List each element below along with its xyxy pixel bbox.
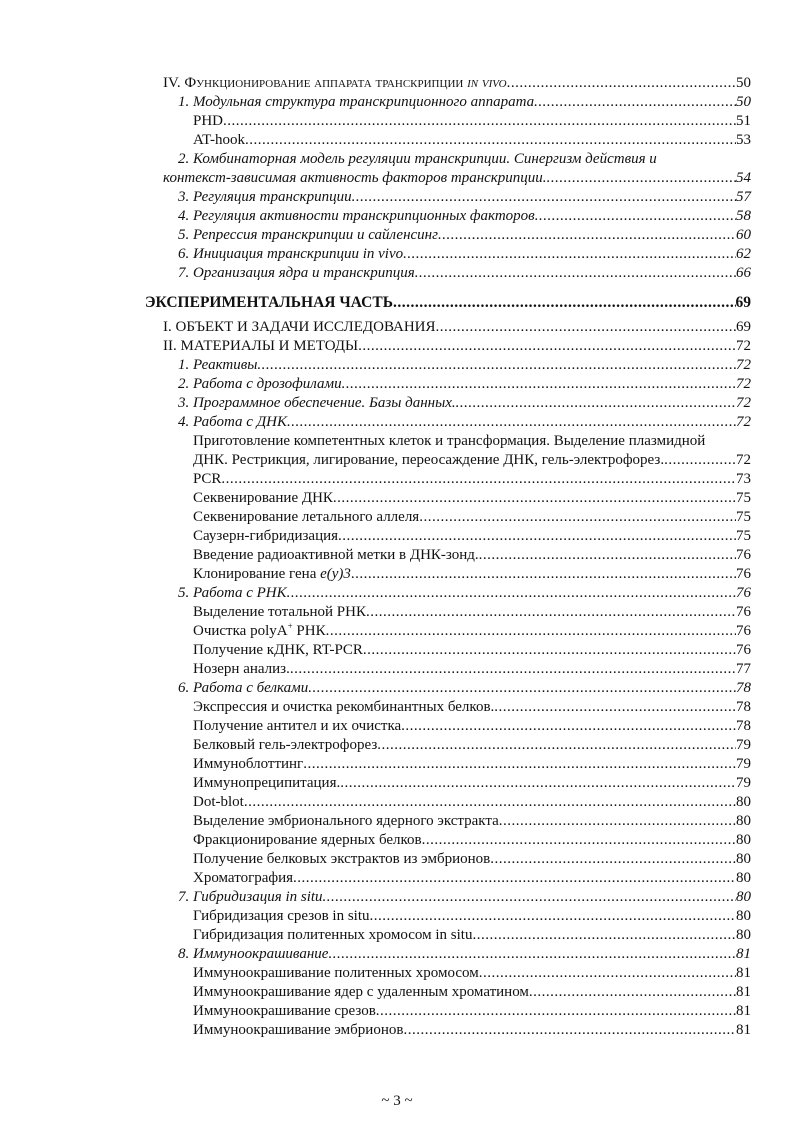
toc-entry bbox=[0, 1021, 794, 1040]
dot-leader bbox=[221, 470, 736, 489]
toc-page-number: 79 bbox=[736, 737, 751, 753]
toc-entry bbox=[0, 717, 794, 736]
toc-entry-label: Нозерн анализ. bbox=[193, 661, 290, 677]
toc-page-number: 62 bbox=[736, 246, 751, 262]
toc-page-number: 79 bbox=[736, 756, 751, 772]
toc-entry bbox=[0, 679, 794, 698]
toc-page-number: 66 bbox=[736, 265, 751, 281]
toc-entry-line1: Приготовление компетентных клеток и трансформация. Выделение плазмидной bbox=[193, 433, 706, 449]
dot-leader bbox=[393, 293, 736, 312]
toc-entry bbox=[0, 93, 794, 112]
toc-entry bbox=[0, 603, 794, 622]
toc-page-number: 76 bbox=[736, 604, 751, 620]
toc-page-number: 75 bbox=[736, 528, 751, 544]
dot-leader bbox=[363, 641, 736, 660]
toc-entry-label: Получение белковых экстрактов из эмбрионов bbox=[193, 851, 491, 867]
toc-page-number: 81 bbox=[736, 1003, 751, 1019]
dot-leader bbox=[328, 945, 736, 964]
toc-page-number: 81 bbox=[736, 946, 751, 962]
toc-page-number: 69 bbox=[736, 319, 751, 335]
dot-leader bbox=[403, 1021, 736, 1040]
dot-leader bbox=[333, 489, 736, 508]
toc-entry bbox=[0, 793, 794, 812]
toc-entry-label: Иммуноокрашивание срезов bbox=[193, 1003, 376, 1019]
toc-page-number: 75 bbox=[736, 490, 751, 506]
toc-entry bbox=[0, 394, 794, 413]
toc-page-number: 76 bbox=[736, 566, 751, 582]
toc-entry bbox=[0, 850, 794, 869]
toc-entry bbox=[0, 831, 794, 850]
toc-entry-label: AT-hook bbox=[193, 132, 245, 148]
toc-entry-label: I. ОБЪЕКТ И ЗАДАЧИ ИССЛЕДОВАНИЯ bbox=[163, 319, 436, 335]
dot-leader bbox=[456, 394, 736, 413]
dot-leader bbox=[499, 812, 736, 831]
toc-page-number: 79 bbox=[736, 775, 751, 791]
toc-page-number: 80 bbox=[736, 908, 751, 924]
toc-chapter-4 bbox=[0, 74, 794, 93]
dot-leader bbox=[245, 131, 736, 150]
dot-leader bbox=[436, 318, 736, 337]
toc-entry-label: Очистка polyA bbox=[193, 623, 288, 639]
dot-leader bbox=[535, 207, 736, 226]
dot-leader bbox=[419, 508, 736, 527]
toc-page-number: 54 bbox=[736, 170, 751, 186]
dot-leader bbox=[494, 698, 736, 717]
toc-entry-label: Экспрессия и очистка рекомбинантных белков. bbox=[193, 699, 495, 715]
toc-entry bbox=[0, 565, 794, 584]
dot-leader bbox=[507, 74, 736, 93]
dot-leader bbox=[308, 679, 736, 698]
spacer bbox=[0, 283, 794, 293]
toc-entry bbox=[0, 755, 794, 774]
toc-entry bbox=[0, 470, 794, 489]
toc-entry-label: Гибридизация срезов in situ bbox=[193, 908, 370, 924]
toc-entry-label: 5. Репрессия транскрипции и сайленсинг bbox=[178, 227, 438, 243]
dot-leader bbox=[422, 831, 736, 850]
toc-entry bbox=[0, 869, 794, 888]
toc-entry bbox=[0, 622, 794, 641]
toc-entry-label: Получение антител и их очистка bbox=[193, 718, 402, 734]
toc-entry bbox=[0, 527, 794, 546]
toc-entry-label: Выделение тотальной РНК bbox=[193, 604, 366, 620]
toc-entry bbox=[0, 112, 794, 131]
dot-leader bbox=[370, 907, 737, 926]
toc-entry-label: ЭКСПЕРИМЕНТАЛЬНАЯ ЧАСТЬ bbox=[145, 294, 393, 311]
toc-page-number: 53 bbox=[736, 132, 751, 148]
toc-entry bbox=[0, 226, 794, 245]
toc-entry bbox=[0, 169, 794, 188]
toc-page-number: 77 bbox=[736, 661, 751, 677]
toc-entry-label: контекст-зависимая активность факторов транскрипции. bbox=[163, 170, 547, 186]
toc-page-number: 76 bbox=[736, 642, 751, 658]
toc-entry-label: Введение радиоактивной метки в ДНК-зонд. bbox=[193, 547, 479, 563]
toc-page-number: 72 bbox=[736, 357, 751, 373]
toc-page-number: 78 bbox=[736, 680, 751, 696]
toc-entry-label: PHD bbox=[193, 113, 224, 129]
toc-entry bbox=[0, 736, 794, 755]
toc-page-number: 76 bbox=[736, 623, 751, 639]
toc-page-number: 80 bbox=[736, 794, 751, 810]
toc-entry bbox=[0, 413, 794, 432]
dot-leader bbox=[479, 964, 736, 983]
toc-entry-label-suffix: e(y)3 bbox=[320, 566, 351, 582]
dot-leader bbox=[472, 926, 736, 945]
dot-leader bbox=[403, 245, 736, 264]
toc-entry bbox=[0, 1002, 794, 1021]
toc-entry bbox=[0, 907, 794, 926]
dot-leader bbox=[401, 717, 736, 736]
toc-entry-label: Хроматография bbox=[193, 870, 294, 886]
toc-section bbox=[0, 337, 794, 356]
dot-leader bbox=[376, 1002, 736, 1021]
toc-entry bbox=[0, 264, 794, 283]
toc-entry bbox=[0, 207, 794, 226]
toc-entry bbox=[0, 546, 794, 565]
dot-leader bbox=[342, 375, 736, 394]
toc-entry bbox=[0, 375, 794, 394]
toc-page-number: 81 bbox=[736, 965, 751, 981]
toc-entry bbox=[0, 508, 794, 527]
toc-entry-label-suffix: РНК bbox=[292, 623, 326, 639]
toc-page-number: 51 bbox=[736, 113, 751, 129]
toc-entry-label: Иммуноокрашивание политенных хромосом bbox=[193, 965, 479, 981]
toc-entry-label: 4. Работа с ДНК bbox=[178, 414, 287, 430]
toc-entry bbox=[0, 188, 794, 207]
dot-leader bbox=[351, 565, 736, 584]
toc-page-number: 58 bbox=[736, 208, 751, 224]
dot-leader bbox=[287, 584, 736, 603]
toc-page-number: 72 bbox=[736, 376, 751, 392]
toc-entry-label: Выделение эмбрионального ядерного экстракта bbox=[193, 813, 499, 829]
toc-entry-label: Клонирование гена bbox=[193, 566, 317, 582]
dot-leader bbox=[366, 603, 736, 622]
dot-leader bbox=[287, 413, 736, 432]
toc-entry-line1: 2. Комбинаторная модель регуляции транскрипции. Синергизм действия и bbox=[178, 151, 657, 167]
toc-entry bbox=[0, 660, 794, 679]
toc-page-number: 60 bbox=[736, 227, 751, 243]
table-of-contents bbox=[0, 74, 794, 1040]
toc-entry-label: 6. Работа с белками bbox=[178, 680, 309, 696]
toc-page-number: 73 bbox=[736, 471, 751, 487]
dot-leader bbox=[534, 93, 736, 112]
toc-entry-label: 3. Регуляция транскрипции bbox=[178, 189, 352, 205]
toc-entry-label: Иммуноокрашивание ядер с удаленным хроматином bbox=[193, 984, 529, 1000]
toc-entry bbox=[0, 945, 794, 964]
dot-leader bbox=[290, 660, 736, 679]
toc-page-number: 80 bbox=[736, 813, 751, 829]
toc-entry bbox=[0, 926, 794, 945]
toc-page-number: 76 bbox=[736, 547, 751, 563]
toc-entry bbox=[0, 812, 794, 831]
toc-page-number: 80 bbox=[736, 851, 751, 867]
toc-page-number: 69 bbox=[735, 294, 751, 311]
dot-leader bbox=[340, 774, 736, 793]
toc-entry-label: Фракционирование ядерных белков bbox=[193, 832, 422, 848]
toc-page-number: 50 bbox=[736, 75, 751, 91]
toc-page-number: 72 bbox=[736, 395, 751, 411]
toc-entry-label: Получение кДНК, RT-PCR bbox=[193, 642, 363, 658]
toc-entry bbox=[0, 356, 794, 375]
dot-leader bbox=[490, 850, 736, 869]
dot-leader bbox=[664, 451, 736, 470]
toc-page-number: 80 bbox=[736, 927, 751, 943]
toc-entry-label: 7. Организация ядра и транскрипция bbox=[178, 265, 415, 281]
toc-entry-label: 8. Иммуноокрашивание bbox=[178, 946, 329, 962]
toc-entry-label: 1. Модульная структура транскрипционного аппарата bbox=[178, 94, 535, 110]
dot-leader bbox=[479, 546, 736, 565]
dot-leader bbox=[352, 188, 736, 207]
toc-entry-label: Иммуноблоттинг bbox=[193, 756, 304, 772]
toc-entry bbox=[0, 489, 794, 508]
toc-page-number: 80 bbox=[736, 832, 751, 848]
toc-entry bbox=[0, 983, 794, 1002]
dot-leader bbox=[415, 264, 736, 283]
toc-entry-label: PCR bbox=[193, 471, 222, 487]
toc-page-number: 80 bbox=[736, 889, 751, 905]
dot-leader bbox=[323, 888, 736, 907]
toc-page-number: 50 bbox=[736, 94, 751, 110]
toc-entry-label: ДНК. Рестрикция, лигирование, переосаждение ДНК, гель-электрофорез. bbox=[193, 452, 665, 468]
toc-entry-label: Белковый гель-электрофорез bbox=[193, 737, 378, 753]
toc-page-number: 78 bbox=[736, 699, 751, 715]
toc-section bbox=[0, 318, 794, 337]
dot-leader bbox=[547, 169, 736, 188]
toc-entry bbox=[0, 774, 794, 793]
toc-experimental-part bbox=[0, 293, 794, 312]
toc-entry bbox=[0, 964, 794, 983]
toc-page-number: 72 bbox=[736, 338, 751, 354]
toc-entry bbox=[0, 245, 794, 264]
toc-page-number: 81 bbox=[736, 984, 751, 1000]
toc-entry bbox=[0, 451, 794, 470]
toc-page-number: 80 bbox=[736, 870, 751, 886]
toc-entry bbox=[0, 584, 794, 603]
dot-leader bbox=[377, 736, 736, 755]
toc-page-number: 76 bbox=[736, 585, 751, 601]
toc-entry-label: 5. Работа с РНК bbox=[178, 585, 287, 601]
toc-entry-label: Гибридизация политенных хромосом in situ bbox=[193, 927, 473, 943]
dot-leader bbox=[303, 755, 736, 774]
dot-leader bbox=[257, 356, 736, 375]
toc-entry bbox=[0, 888, 794, 907]
dot-leader bbox=[244, 793, 736, 812]
toc-entry-label: Секвенирование летального аллеля bbox=[193, 509, 420, 525]
toc-entry bbox=[0, 131, 794, 150]
dot-leader bbox=[438, 226, 736, 245]
toc-page-number: 57 bbox=[736, 189, 751, 205]
toc-entry bbox=[0, 641, 794, 660]
toc-entry bbox=[0, 698, 794, 717]
toc-entry-label: Иммуноокрашивание эмбрионов bbox=[193, 1022, 404, 1038]
toc-entry-label: 4. Регуляция активности транскрипционных факторов bbox=[178, 208, 535, 224]
dot-leader bbox=[293, 869, 736, 888]
toc-entry-label: Dot-blot bbox=[193, 794, 244, 810]
toc-entry-label: Секвенирование ДНК bbox=[193, 490, 333, 506]
toc-entry-label: 1. Реактивы bbox=[178, 357, 258, 373]
superscript: + bbox=[287, 621, 293, 631]
toc-entry-label: 7. Гибридизация in situ bbox=[178, 889, 323, 905]
toc-entry-label: IV. Функционирование аппарата транскрипции bbox=[163, 75, 464, 91]
toc-entry-label: 2. Работа с дрозофилами bbox=[178, 376, 342, 392]
toc-page-number: 72 bbox=[736, 452, 751, 468]
toc-entry-label: 6. Инициация транскрипции in vivo bbox=[178, 246, 404, 262]
dot-leader bbox=[223, 112, 736, 131]
toc-page-number: 72 bbox=[736, 414, 751, 430]
dot-leader bbox=[529, 983, 736, 1002]
toc-page-number: 75 bbox=[736, 509, 751, 525]
dot-leader bbox=[338, 527, 736, 546]
toc-entry-label-suffix: in vivo bbox=[463, 75, 507, 91]
toc-entry-label: II. МАТЕРИАЛЫ И МЕТОДЫ bbox=[163, 338, 359, 354]
toc-page-number: 78 bbox=[736, 718, 751, 734]
dot-leader bbox=[326, 622, 736, 641]
toc-entry-label: 3. Программное обеспечение. Базы данных. bbox=[178, 395, 456, 411]
page-number: ~ 3 ~ bbox=[381, 1093, 413, 1109]
toc-page-number: 81 bbox=[736, 1022, 751, 1038]
toc-entry-label: Иммунопреципитация. bbox=[193, 775, 341, 791]
toc-entry-label: Саузерн-гибридизация bbox=[193, 528, 339, 544]
dot-leader bbox=[358, 337, 736, 356]
